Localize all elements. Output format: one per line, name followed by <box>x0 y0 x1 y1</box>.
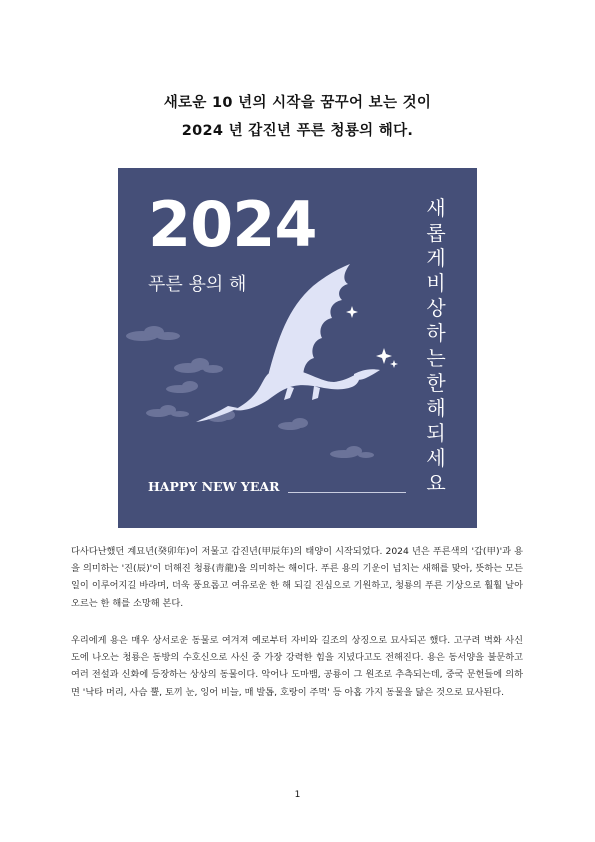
page-number: 1 <box>294 790 301 800</box>
cloud-icon <box>126 326 374 458</box>
paragraph-1: 다사다난했던 계묘년(癸卯年)이 저물고 갑진년(甲辰年)의 태양이 시작되었다. 2024 년은 푸른색의 '갑(甲)'과 용을 의미하는 '진(辰)'이 더해진 청룡(靑龍)을 의미하는 해이다. 푸른 용의 기운이 넘치는 새해를 맞아, 뜻하는 모든 일이 이루어지길 바라며, 더욱 풍요롭고 여유로운 한 해 되길 진심으로 기원하고, 청룡의 푸른 기상으로 훨훨 날아오르는 한 해를 소망해 본다. <box>71 546 523 609</box>
title-line-2: 2024 년 갑진년 푸른 청룡의 해다. <box>181 123 414 139</box>
title-line-1: 새로운 10 년의 시작을 꿈꾸어 보는 것이 <box>163 95 432 111</box>
poster-greeting: HAPPY NEW YEAR <box>148 479 280 494</box>
new-year-poster <box>118 168 477 528</box>
poster-divider <box>288 492 406 493</box>
poster-vertical-text: 새롭게비상하는한해되세요 <box>426 196 446 495</box>
poster-year: 2024 <box>148 188 317 261</box>
paragraph-2: 우리에게 용은 매우 상서로운 동물로 여겨져 예로부터 자비와 길조의 상징으로 묘사되곤 했다. 고구려 벽화 사신도에 나오는 청룡은 동방의 수호신으로 사신 중 가장 강력한 힘을 지녔다고도 전해진다. 용은 동서양을 불문하고 여러 전설과 신화에 등장하는 상상의 동물이다. 악어나 도마뱀, 공룡이 그 원조로 추측되는데, 중국 문헌들에 의하면 '낙타 머리, 사슴 뿔, 토끼 눈, 잉어 비늘, 매 발톱, 호랑이 주먹' 등 아홉 가지 동물을 닮은 것으로 묘사된다. <box>71 635 523 698</box>
sparkle-icon <box>346 306 398 368</box>
poster-subtitle: 푸른 용의 해 <box>148 274 247 295</box>
